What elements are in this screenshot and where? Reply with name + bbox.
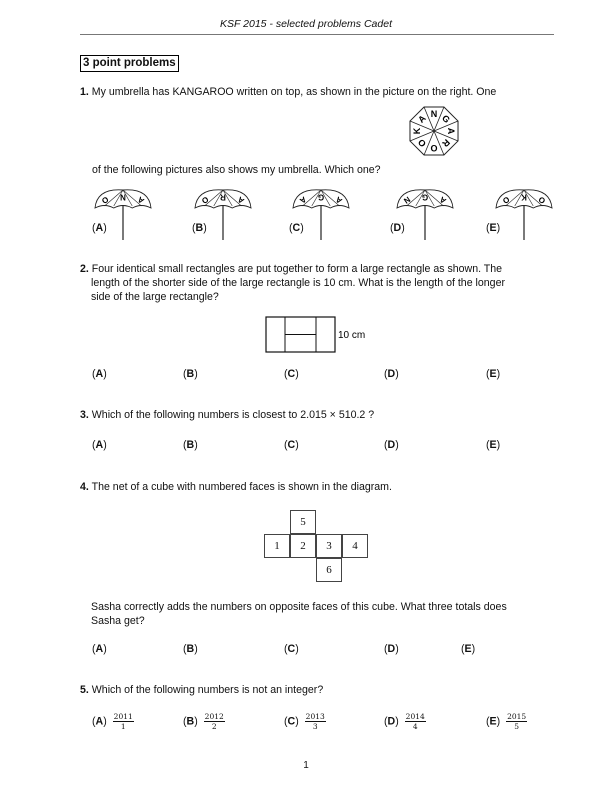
net-face: 5: [290, 510, 316, 534]
answer-option-c: (C): [289, 222, 304, 234]
rectangle-figure: [265, 316, 375, 354]
question-text: Which of the following numbers is not an integer?: [91, 684, 324, 696]
fraction-numerator: 2014: [405, 712, 425, 721]
question-2: [80, 262, 565, 276]
option-letter: A: [95, 439, 104, 451]
answer-option-b: (B) $\frac{2012}{2}$: [183, 712, 224, 731]
question-4-text-b: Sasha correctly adds the numbers on opposite faces of this cube. What three totals does: [91, 601, 507, 613]
answer-option-a: (A): [92, 643, 107, 655]
option-letter: A: [95, 643, 104, 655]
umbrella-letter: O: [536, 194, 548, 206]
umbrella-letter: A: [438, 194, 448, 206]
question-text: My umbrella has KANGAROO written on top, as shown in the picture on the right. One: [91, 86, 497, 98]
option-letter: C: [287, 715, 296, 728]
question-5: [80, 683, 554, 697]
option-letter: C: [287, 439, 296, 451]
option-letter: C: [287, 643, 296, 655]
umbrella-letter: K: [412, 127, 422, 135]
answer-option-c: (C): [284, 368, 299, 380]
question-number: 2.: [80, 263, 89, 275]
fraction: [305, 712, 326, 731]
umbrella-option-e: [496, 190, 552, 240]
question-text: Which of the following numbers is closest to 2.015 × 510.2 ?: [91, 409, 375, 421]
answer-option-c: (C) $\frac{2013}{3}$: [284, 712, 325, 731]
question-text: Four identical small rectangles are put together to form a large rectangle as shown. The: [91, 263, 503, 275]
question-number: 5.: [80, 684, 89, 696]
answer-option-b: (B): [183, 368, 198, 380]
umbrella-letter: R: [220, 192, 226, 202]
question-number: 3.: [80, 409, 89, 421]
option-letter: E: [489, 222, 497, 234]
answer-option-d: (D): [384, 439, 399, 451]
umbrella-letter: O: [500, 194, 512, 206]
umbrella-letter: R: [440, 137, 452, 149]
answer-option-a: (A): [92, 222, 107, 234]
option-letter: D: [387, 643, 396, 655]
umbrella-letter: O: [99, 194, 111, 206]
umbrella-letter: N: [120, 192, 126, 202]
option-letter: E: [489, 368, 497, 380]
net-face: 2: [290, 534, 316, 558]
option-letter: D: [387, 715, 396, 728]
option-letter: E: [489, 439, 497, 451]
net-face: 1: [264, 534, 290, 558]
answer-option-d: (D): [384, 643, 399, 655]
answer-option-d: (D): [390, 222, 405, 234]
fraction-numerator: 2015: [507, 712, 527, 721]
option-letter: E: [464, 643, 472, 655]
option-letter: B: [195, 222, 204, 234]
umbrella-options: [80, 184, 560, 244]
fraction-numerator: 2013: [305, 712, 325, 721]
umbrella-letter: O: [430, 143, 438, 153]
answer-option-c: (C): [284, 439, 299, 451]
question-4: [80, 480, 554, 494]
question-number: 4.: [80, 481, 89, 493]
question-2-line-2: length of the shorter side of the large rectangle is 10 cm. What is the length of the longer: [91, 277, 505, 289]
option-letter: A: [95, 368, 104, 380]
umbrella-reference-figure: [399, 102, 469, 160]
umbrella-letter: A: [298, 194, 308, 206]
page-header: KSF 2015 - selected problems Cadet: [220, 18, 392, 30]
answer-option-a: (A): [92, 368, 107, 380]
question-1: [80, 85, 554, 99]
umbrella-letter: N: [430, 109, 438, 119]
umbrella-letter: N: [402, 194, 412, 206]
option-letter: D: [387, 439, 396, 451]
option-letter: B: [186, 715, 195, 728]
answer-option-e: (E): [486, 368, 501, 380]
question-text: The net of a cube with numbered faces is shown in the diagram.: [91, 481, 392, 493]
question-2-line-3: side of the large rectangle?: [91, 291, 219, 303]
option-letter: D: [387, 368, 396, 380]
answer-option-e: (E) $\frac{2015}{5}$: [486, 712, 527, 731]
dimension-label: 10 cm: [338, 330, 366, 341]
answer-option-d: (D): [384, 368, 399, 380]
answer-option-e: (E): [486, 222, 501, 234]
fraction-numerator: 2011: [113, 712, 133, 721]
fraction-numerator: 2012: [204, 712, 224, 721]
net-face: 6: [316, 558, 342, 582]
option-letter: A: [95, 715, 104, 728]
fraction-denominator: 4: [412, 722, 418, 731]
question-number: 1.: [80, 86, 89, 98]
page-number: 1: [303, 760, 309, 771]
umbrella-letter: A: [136, 194, 146, 206]
umbrella-letter: G: [421, 192, 429, 202]
umbrella-option-d: [397, 190, 453, 240]
header-divider: [80, 34, 554, 35]
fraction: [113, 712, 134, 731]
answer-option-b: (B): [183, 643, 198, 655]
umbrella-letter: A: [334, 194, 344, 206]
answer-option-d: (D) $\frac{2014}{4}$: [384, 712, 425, 731]
answer-option-e: (E): [461, 643, 476, 655]
umbrella-letter: O: [199, 194, 211, 206]
option-letter: B: [186, 368, 195, 380]
fraction-denominator: 3: [312, 722, 318, 731]
question-3: [80, 408, 554, 422]
umbrella-letter: K: [521, 192, 527, 202]
option-letter: E: [489, 715, 497, 728]
answer-option-a: (A) $\frac{2011}{1}$: [92, 712, 133, 731]
umbrella-letter: A: [236, 194, 246, 206]
fraction: [506, 712, 527, 731]
umbrella-letter: A: [446, 127, 456, 135]
option-letter: B: [186, 439, 195, 451]
option-letter: B: [186, 643, 195, 655]
net-face: 4: [342, 534, 368, 558]
option-letter: D: [393, 222, 402, 234]
fraction-denominator: 1: [120, 722, 126, 731]
question-1-continued: of the following pictures also shows my umbrella. Which one?: [92, 164, 381, 176]
umbrella-letter: G: [440, 112, 453, 125]
fraction: [204, 712, 225, 731]
umbrella-letter: A: [416, 113, 428, 125]
fraction-denominator: 2: [211, 722, 217, 731]
option-letter: A: [95, 222, 104, 234]
option-letter: C: [292, 222, 301, 234]
net-face: 3: [316, 534, 342, 558]
answer-option-a: (A): [92, 439, 107, 451]
answer-option-e: (E): [486, 439, 501, 451]
question-4-text-b-2: Sasha get?: [91, 615, 145, 627]
umbrella-letter: O: [415, 137, 428, 150]
option-letter: C: [287, 368, 296, 380]
answer-option-b: (B): [183, 439, 198, 451]
fraction: [405, 712, 426, 731]
fraction-denominator: 5: [514, 722, 520, 731]
answer-option-b: (B): [192, 222, 207, 234]
answer-option-c: (C): [284, 643, 299, 655]
section-title: 3 point problems: [80, 55, 179, 72]
umbrella-letter: G: [317, 192, 325, 202]
